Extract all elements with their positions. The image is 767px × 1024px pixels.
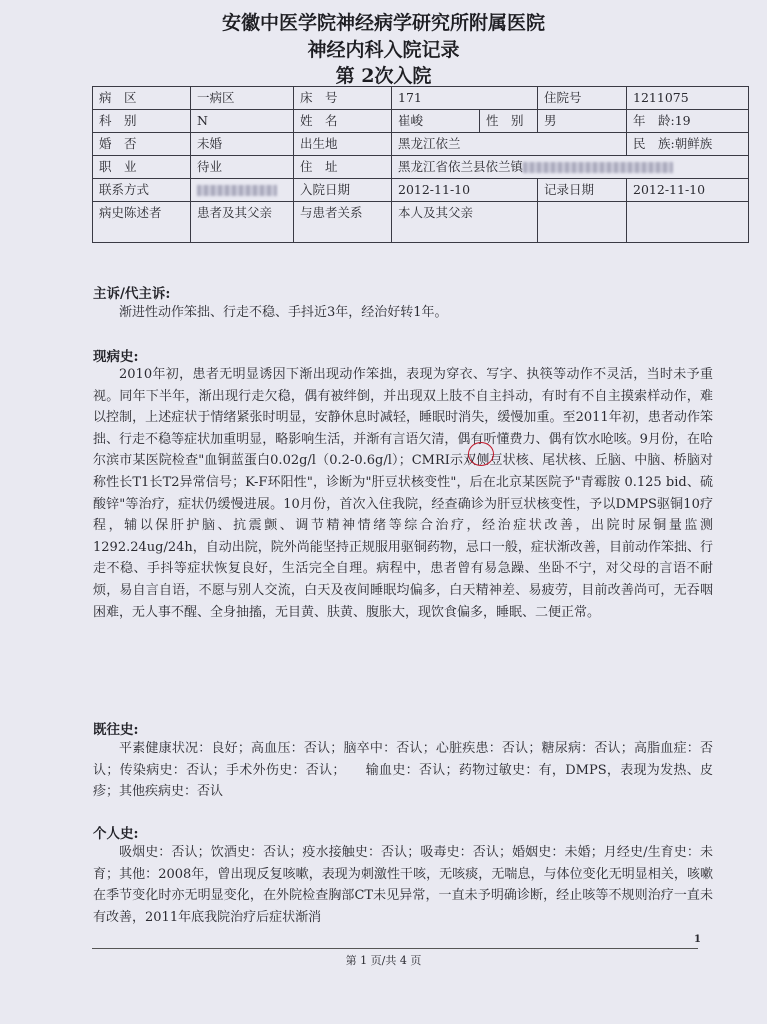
marital-value: 未婚 [191,133,294,156]
department-value: N [191,110,294,133]
ward-value: 一病区 [191,87,294,110]
empty-cell [627,202,749,243]
ethnicity-label: 民 族: [633,136,675,151]
age-label: 年 龄: [633,113,675,128]
birthplace-label: 出生地 [294,133,392,156]
empty-cell [538,202,627,243]
table-row [93,156,749,179]
job-label: 职 业 [93,156,191,179]
admission-count: 第 2次入院 [335,65,432,87]
past-history-title: 既往史: [93,722,139,738]
contact-cell [191,179,294,202]
job-value: 待业 [191,156,294,179]
address-cell [392,156,749,179]
ethnicity-cell [627,133,749,156]
ward-label: 病 区 [93,87,191,110]
admission-date-label: 入院日期 [294,179,392,202]
department-label: 科 别 [93,110,191,133]
footer-divider [92,948,698,949]
ethnicity-value: 朝鲜族 [674,136,713,151]
admission-date-value: 2012-11-10 [392,179,538,202]
name-label: 姓 名 [294,110,392,133]
department-title: 神经内科入院记录 [307,39,460,61]
record-date-value: 2012-11-10 [627,179,749,202]
present-illness-text: 2010年初，患者无明显诱因下渐出现动作笨拙，表现为穿衣、写字、执筷等动作不灵活，当时未予重视。同年下半年，渐出现行走欠稳，偶有被绊倒，并出现双上肢不自主抖动，有时有不自主摸索样动作，难以控制，上述症状于情绪紧张时明显，安静休息时减轻，睡眠时消失，缓慢加重。至2011年初，患者动作笨拙、行走不稳等症状加重明显，略影响生活，并渐有言语欠清，偶有听懂费力、偶有饮水呛咳。9月份，在哈尔滨市某医院检查"血铜蓝蛋白0.02g/l（0.2-0.6g/l）；CMRI示双侧豆状核、尾状核、丘脑、中脑、桥脑对称性长T1长T2异常信号；K-F环阳性"，诊断为"肝豆状核变性"，后在北京某医院予"青霉胺 0.125 bid、硫酸锌"等治疗，症状仍缓慢进展。10月份，首次入住我院，经查确诊为肝豆状核变性，予以DMPS驱铜10疗程，辅以保肝护脑、抗震颤、调节精神情绪等综合治疗，经治症状改善，出院时尿铜量监测1292.24ug/24h，自动出院，院外尚能坚持正规服用驱铜药物，忌口一般，症状渐改善，目前动作笨拙、行走不稳、手抖等症状恢复良好，生活完全自理。病程中，患者曾有易急躁、坐卧不宁，对父母的言语不耐烦，易自言自语，不愿与别人交流，白天及夜间睡眠均偏多，白天精神差、易疲劳，目前改善尚可，无吞咽困难，无人事不醒、全身抽搐，无目黄、肤黄、腹胀大，现饮食偏多，睡眠、二便正常。 [93,367,713,620]
table-row [93,179,749,202]
sex-label: 性 别 [480,110,538,133]
birthplace-value: 黑龙江依兰 [392,133,627,156]
sex-value: 男 [538,110,627,133]
table-row [93,87,749,110]
age-cell [627,110,749,133]
bed-value: 171 [392,87,538,110]
record-date-label: 记录日期 [538,179,627,202]
address-value: 黑龙江省依兰县依兰镇 [398,159,524,174]
hospital-name: 安徽中医学院神经病学研究所附属医院 [221,12,545,34]
address-label: 住 址 [294,156,392,179]
narrator-label: 病史陈述者 [93,202,191,243]
personal-history-title: 个人史: [93,826,139,842]
marital-label: 婚 否 [93,133,191,156]
redacted-address [523,162,673,173]
past-history-text: 平素健康状况：良好；高血压：否认；脑卒中：否认；心脏疾患：否认；糖尿病：否认；高脂血症：否认；传染病史：否认；手术外伤史：否认； 输血史：否认；药物过敏史：有，DMPS，表现为发热、皮疹；其他疾病史：否认 [93,741,713,800]
table-row [93,133,749,156]
page-number: 第 1 页/共 4 页 [345,954,422,967]
relation-value: 本人及其父亲 [392,202,538,243]
personal-history-text: 吸烟史：否认；饮酒史：否认；疫水接触史：否认；吸毒史：否认；婚姻史：未婚；月经史/生育史：未育；其他：2008年，曾出现反复咳嗽，表现为刺激性干咳，无咳痰，无喘息，与体位变化无明显相关，咳嗽在季节变化时亦无明显变化，在外院检查胸部CT未见异常，一直未予明确诊断，经止咳等不规则治疗一直未有改善，2011年底我院治疗后症状渐消 [93,845,713,925]
admission-number-label: 住院号 [538,87,627,110]
corner-mark: 1 [694,934,701,945]
admission-number-value: 1211075 [627,87,749,110]
age-value: 19 [674,113,691,128]
chief-complaint-title: 主诉/代主诉: [93,286,171,302]
table-row [93,110,749,133]
table-row [93,202,749,243]
name-value: 崔峻 [392,110,480,133]
narrator-value: 患者及其父亲 [191,202,294,243]
relation-label: 与患者关系 [294,202,392,243]
redacted-phone [197,185,277,196]
present-illness-title: 现病史: [93,349,139,365]
contact-label: 联系方式 [93,179,191,202]
patient-info-table [92,86,749,243]
annotation-circle [468,442,494,466]
chief-complaint-text: 渐进性动作笨拙、行走不稳、手抖近3年，经治好转1年。 [119,305,448,320]
bed-label: 床 号 [294,87,392,110]
